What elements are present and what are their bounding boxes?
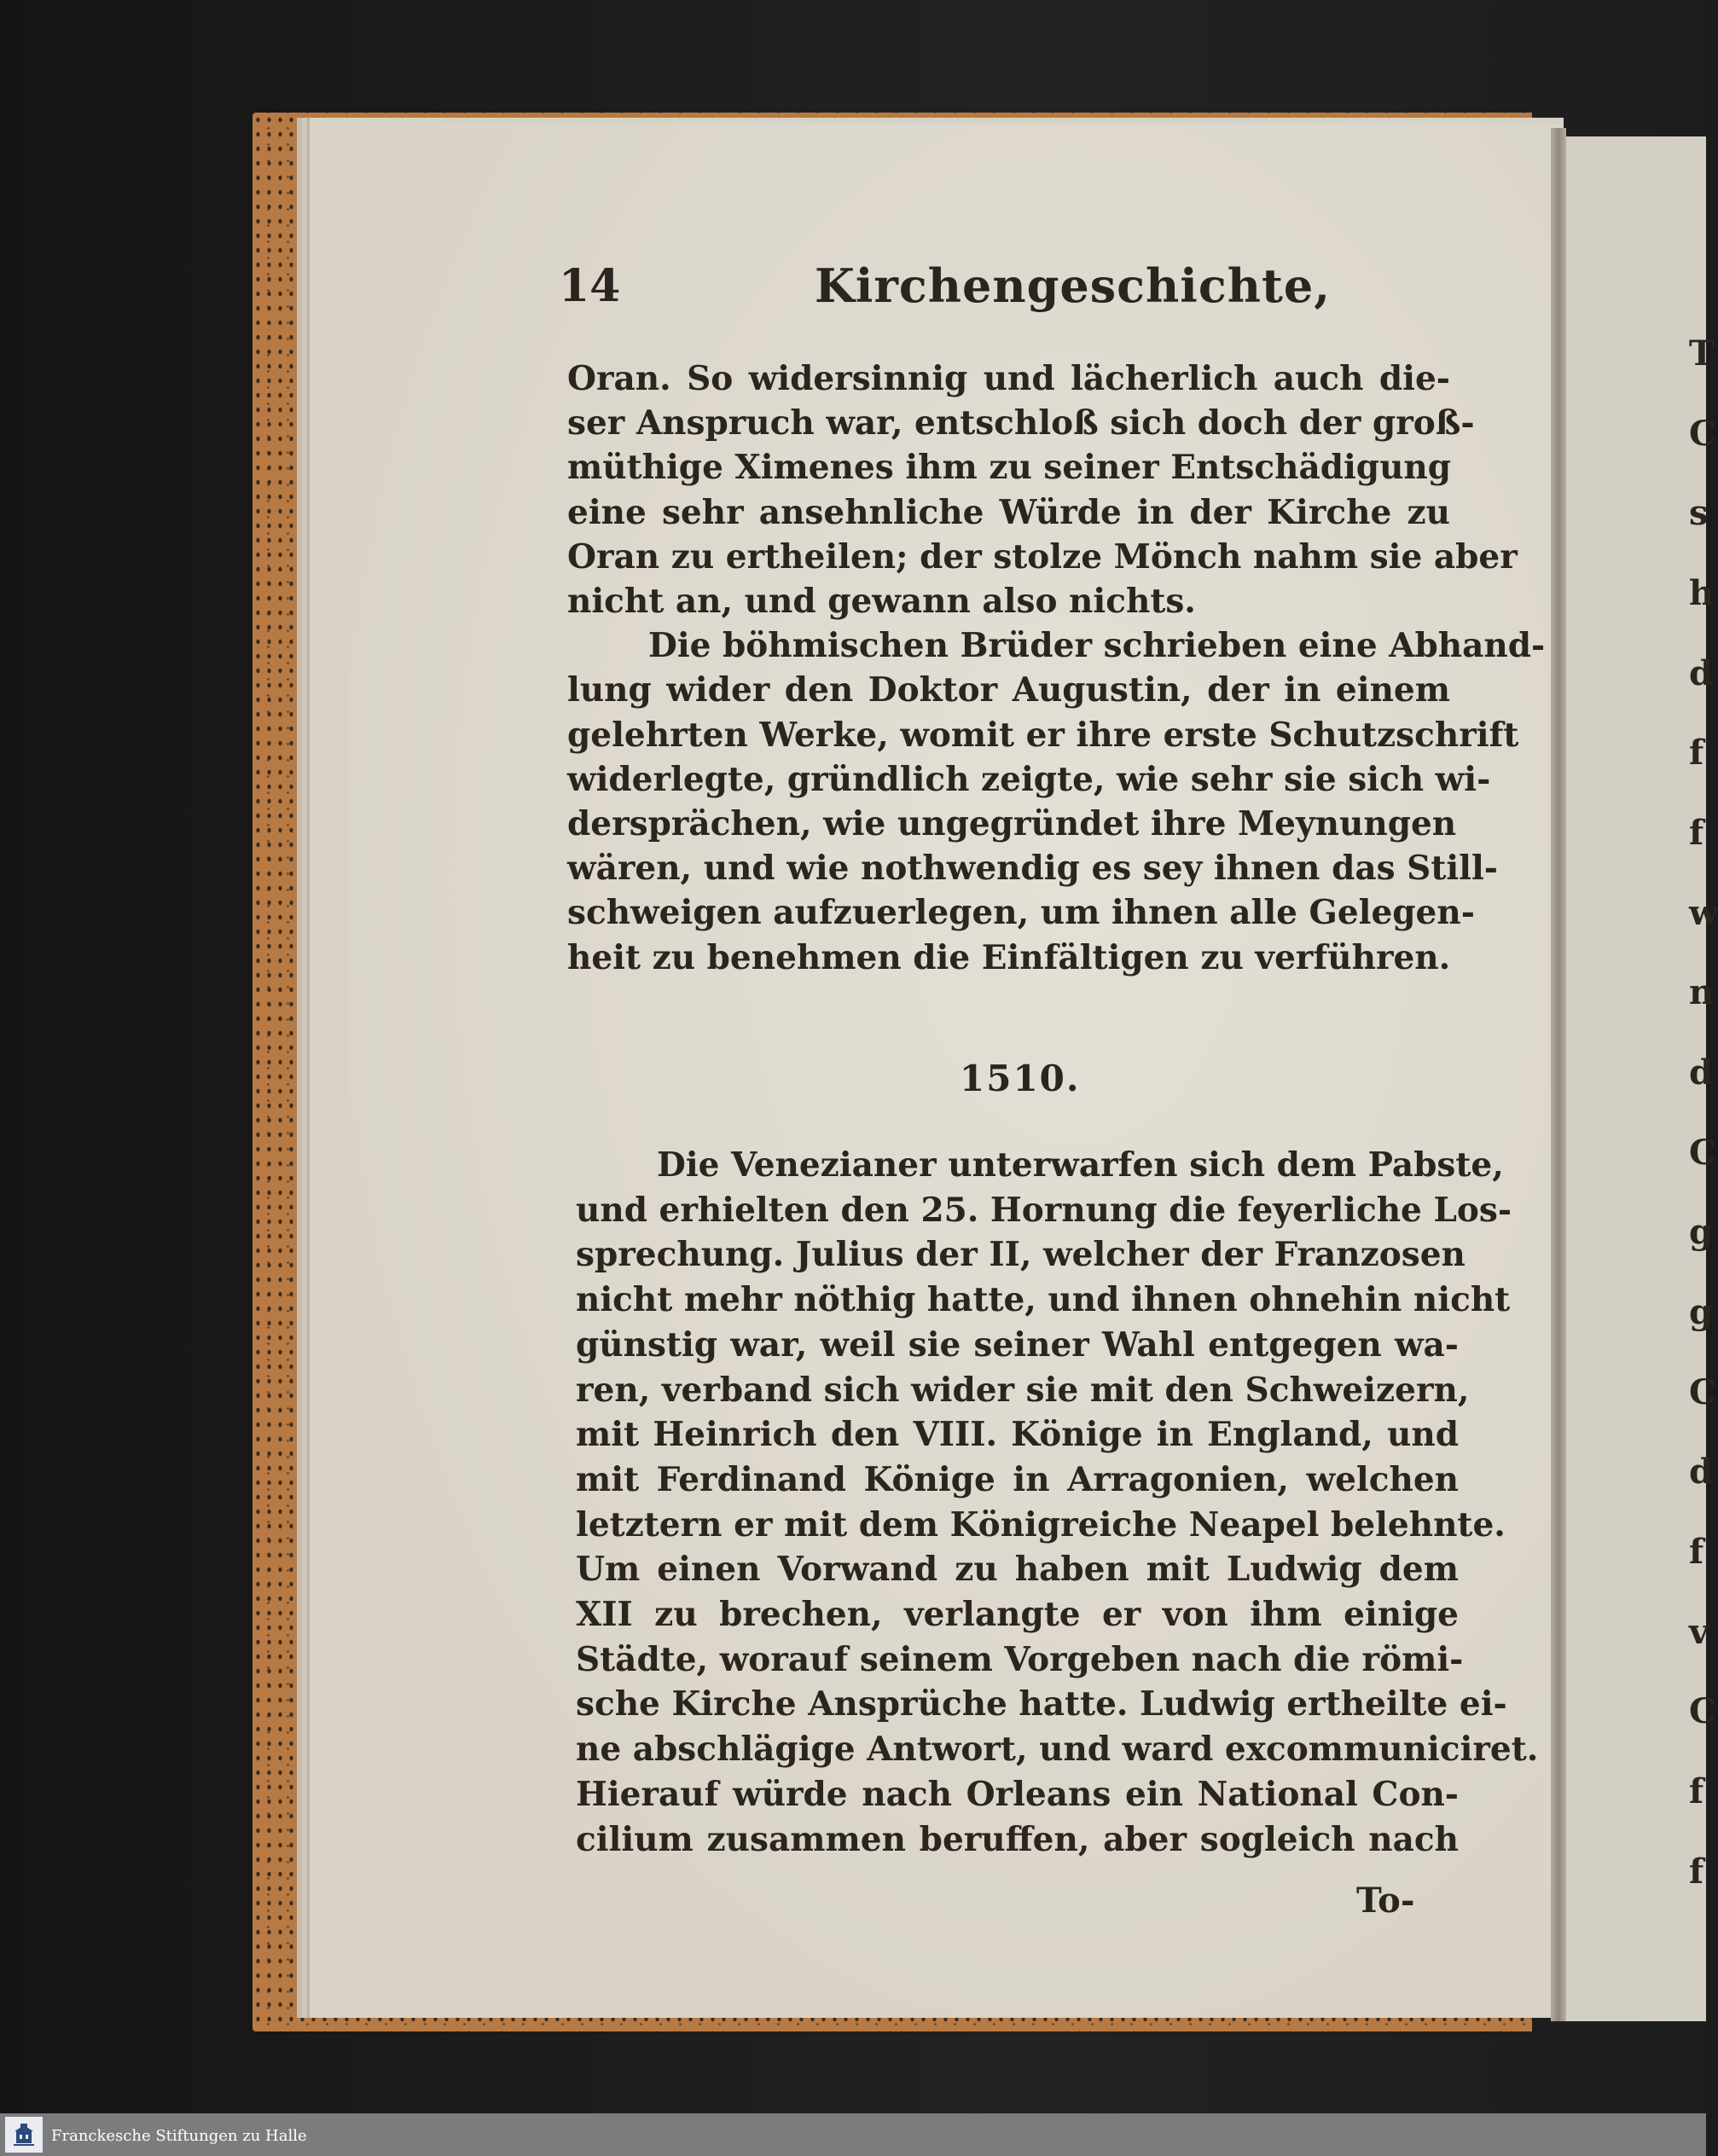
text-line: wären, und wie nothwendig es sey ihnen das Still- <box>567 849 1498 889</box>
edge-letter: C <box>1689 413 1716 454</box>
page-number: 14 <box>559 260 621 312</box>
text-line: sprechung. Julius der II, welcher der Franzosen <box>576 1235 1466 1275</box>
edge-letter: g <box>1689 1212 1713 1253</box>
text-line: XII zu brechen, verlangte er von ihm einige <box>576 1595 1459 1635</box>
page-header <box>559 258 1332 320</box>
text-line: heit zu benehmen die Einfältigen zu verführen. <box>567 937 1451 977</box>
edge-letter: f <box>1689 733 1704 774</box>
edge-letter: C <box>1689 1132 1716 1173</box>
text-line: günstig war, weil sie seiner Wahl entgegen wa- <box>576 1324 1459 1365</box>
edge-letter: f <box>1689 1851 1704 1892</box>
edge-letter: d <box>1689 652 1713 693</box>
book-gutter <box>1551 128 1566 2021</box>
text-line: sche Kirche Ansprüche hatte. Ludwig ertheilte ei- <box>576 1684 1507 1724</box>
text-line: nicht an, und gewann also nichts. <box>567 582 1196 622</box>
catchword: To- <box>1356 1881 1415 1921</box>
edge-letter: C <box>1689 1691 1716 1732</box>
edge-letter: h <box>1689 573 1715 614</box>
running-title: Kirchengeschichte, <box>815 258 1332 313</box>
text-line: dersprächen, wie ungegründet ihre Meynungen <box>567 804 1457 844</box>
institution-logo <box>5 2117 43 2153</box>
edge-letter: w <box>1689 892 1718 933</box>
right-page-edge-letters <box>1689 333 1718 1892</box>
text-line: müthige Ximenes ihm zu seiner Entschädigung <box>567 448 1452 488</box>
edge-letter: d <box>1689 1452 1713 1492</box>
edge-letter: n <box>1689 972 1715 1013</box>
footer-credit: Franckesche Stiftungen zu Halle <box>51 2127 307 2145</box>
paragraph-block-1 <box>567 356 1546 980</box>
text-line: Die Venezianer unterwarfen sich dem Pabste, <box>657 1145 1504 1185</box>
text-line: ne abschlägige Antwort, und ward excommuniciret. <box>576 1730 1539 1770</box>
text-line: Um einen Vorwand zu haben mit Ludwig dem <box>576 1550 1459 1590</box>
text-line: Städte, worauf seinem Vorgeben nach die römi- <box>576 1639 1464 1679</box>
text-line: eine sehr ansehnliche Würde in der Kirche zu <box>567 492 1450 532</box>
text-line: mit Heinrich den VIII. Könige in England, und <box>576 1415 1459 1455</box>
edge-letter: s <box>1689 493 1709 534</box>
text-line: und erhielten den 25. Hornung die feyerliche Los- <box>576 1190 1512 1230</box>
text-line: widerlegte, gründlich zeigte, wie sehr sie sich wi- <box>567 759 1491 799</box>
text-line: gelehrten Werke, womit er ihre erste Schutzschrift <box>567 715 1519 755</box>
building-icon <box>11 2121 37 2148</box>
edge-letter: g <box>1689 1292 1713 1333</box>
edge-letter: C <box>1689 1371 1716 1412</box>
text-line: cilium zusammen beruffen, aber sogleich nach <box>576 1819 1459 1859</box>
text-line: Oran zu ertheilen; der stolze Mönch nahm sie aber <box>567 536 1518 577</box>
paragraph-block-2 <box>576 1143 1539 1862</box>
text-line: schweigen aufzuerlegen, um ihnen alle Gelegen- <box>567 893 1475 933</box>
text-line: Hierauf würde nach Orleans ein National Con- <box>576 1774 1459 1814</box>
right-page-partial <box>1566 136 1718 2021</box>
text-line: nicht mehr nöthig hatte, und ihnen ohnehin nicht <box>576 1280 1511 1320</box>
year-heading: 1510. <box>960 1058 1081 1099</box>
text-line: ren, verband sich wider sie mit den Schweizern, <box>576 1370 1470 1410</box>
text-line: ser Anspruch war, entschloß sich doch der groß- <box>567 403 1475 443</box>
edge-letter: d <box>1689 1052 1713 1093</box>
text-line: letztern er mit dem Königreiche Neapel belehnte. <box>576 1504 1506 1545</box>
edge-letter: f <box>1689 1532 1704 1573</box>
text-line: mit Ferdinand Könige in Arragonien, welchen <box>576 1459 1459 1499</box>
edge-letter: f <box>1689 1771 1704 1812</box>
edge-letter: f <box>1689 813 1704 854</box>
text-line: lung wider den Doktor Augustin, der in einem <box>567 670 1450 710</box>
text-line: Oran. So widersinnig und lächerlich auch die- <box>567 359 1450 398</box>
edge-letter: T <box>1689 333 1715 374</box>
edge-letter: v <box>1689 1611 1709 1652</box>
text-line: Die böhmischen Brüder schrieben eine Abhand- <box>648 626 1546 666</box>
footer-bar <box>0 2113 1706 2156</box>
